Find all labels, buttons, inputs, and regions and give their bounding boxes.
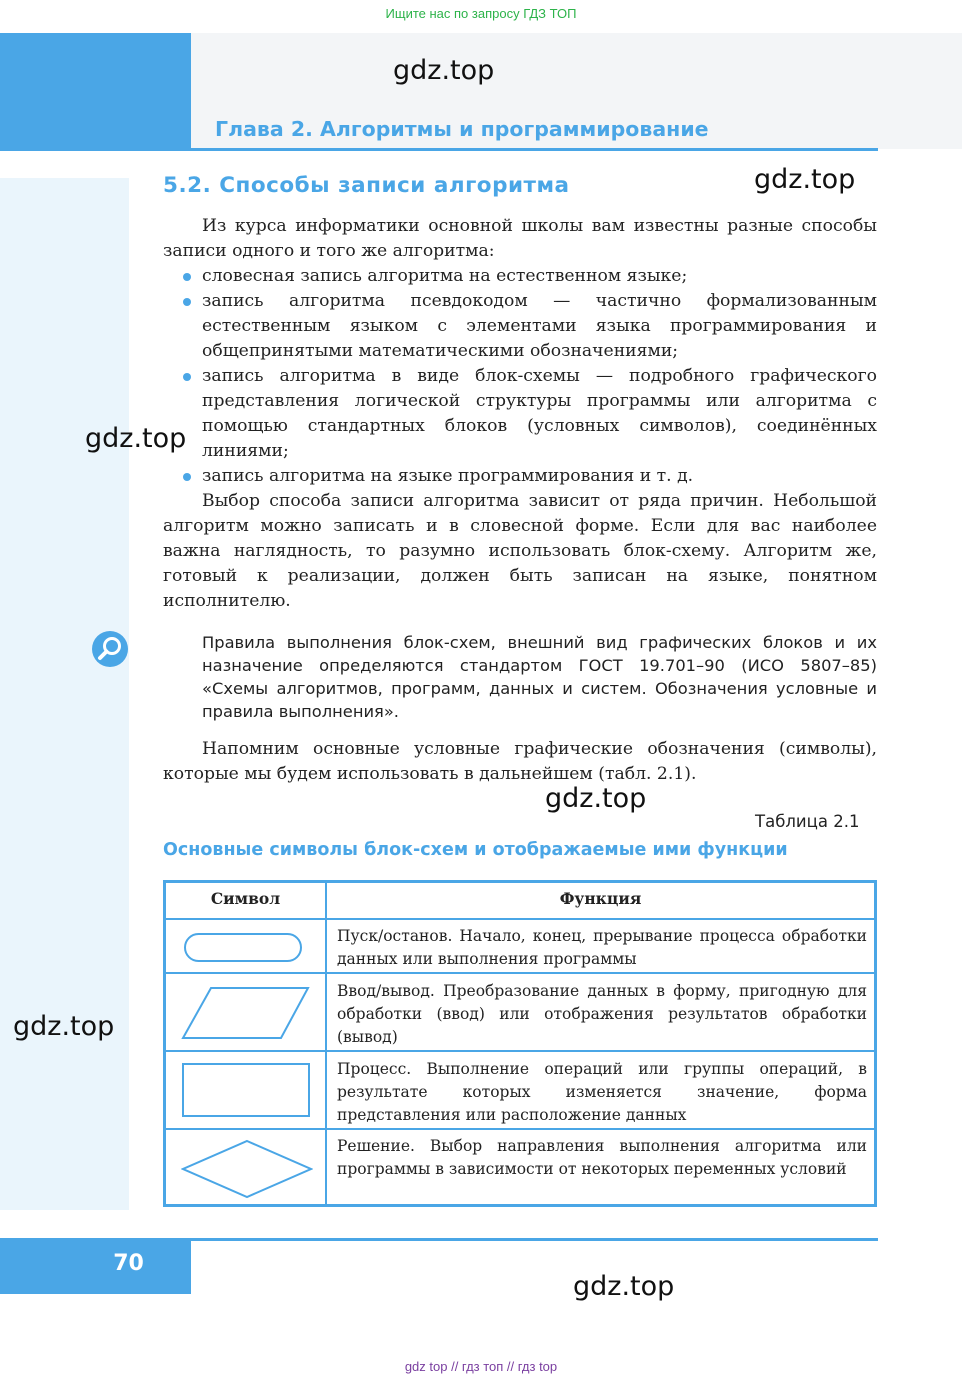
process-rectangle-symbol [182, 1063, 312, 1119]
list-item-text: запись алгоритма в виде блок-схемы — подробного графического представления логической структуры программы или алгоритма с помощью стандартных блоков (условных символов), соединённых линиями; [202, 366, 877, 461]
list-item [163, 364, 877, 464]
list-item-text: запись алгоритма псевдокодом — частично формализованным естественным языком с элементами языка программирования и общепринятыми математическими обозначениями; [202, 291, 877, 361]
remind-text: Напомним основные условные графические обозначения (символы), которые мы будем использовать в дальнейшем (табл. 2.1). [163, 739, 877, 784]
watermark: gdz.top [13, 1011, 115, 1042]
footer-rule [191, 1238, 878, 1241]
header-function: Функция [559, 889, 642, 908]
row-divider [166, 1128, 874, 1130]
bullet-icon [183, 373, 191, 381]
function-cell: Процесс. Выполнение операций или группы операций, в результате которых изменяется значение, форма представления или расположение данных [337, 1060, 867, 1124]
watermark: gdz.top [85, 423, 187, 454]
parallelogram-symbol [181, 986, 311, 1040]
list-item [163, 264, 877, 289]
intro-paragraph: Из курса информатики основной школы вам известны разные способы записи одного и того же алгоритма: [163, 216, 877, 261]
watermark: gdz.top [754, 164, 856, 195]
function-cell: Пуск/останов. Начало, конец, прерывание процесса обработки данных или выполнения программы [337, 927, 867, 968]
chapter-title: Глава 2. Алгоритмы и программирование [215, 117, 709, 141]
decision-diamond-symbol [181, 1139, 313, 1199]
bullet-icon [183, 273, 191, 281]
bullet-icon [183, 298, 191, 306]
methods-list [163, 264, 877, 489]
side-margin-panel [0, 178, 129, 1210]
function-cell: Ввод/вывод. Преобразование данных в форму, пригодную для обработки (ввод) или отображения результатов обработки (вывод) [337, 982, 867, 1046]
standard-note: Правила выполнения блок-схем, внешний вид графических блоков и их назначение определяются стандартом ГОСТ 19.701–90 (ИСО 5807–85) «Схемы алгоритмов, программ, данных и систем. Обозначения условные и правила выполнения». [202, 633, 877, 721]
page-number: 70 [113, 1251, 144, 1276]
top-search-note: Ищите нас по запросу ГДЗ ТОП [385, 6, 577, 21]
list-item [163, 289, 877, 364]
header-symbol: Символ [210, 889, 281, 908]
function-cell: Решение. Выбор направления выполнения алгоритма или программы в зависимости от некоторых переменных условий [337, 1137, 867, 1178]
row-divider [166, 918, 874, 920]
remind-paragraph [163, 737, 877, 787]
column-divider [325, 883, 327, 1204]
list-item [163, 464, 877, 489]
list-item-text: запись алгоритма на языке программирования и т. д. [202, 466, 694, 486]
magnifier-icon [92, 631, 128, 667]
watermark: gdz.top [573, 1271, 675, 1302]
table-title: Основные символы блок-схем и отображаемые ими функции [163, 840, 788, 860]
row-divider [166, 1050, 874, 1052]
terminator-symbol [184, 933, 304, 963]
bullet-icon [183, 473, 191, 481]
table-label: Таблица 2.1 [755, 812, 860, 831]
row-divider [166, 972, 874, 974]
choice-paragraph: Выбор способа записи алгоритма зависит от ряда причин. Небольшой алгоритм можно записать и в словесной форме. Если для вас наиболее важна наглядность, то разумно использовать блок-схему. Алгоритм же, готовый к реализации, должен быть записан на языке, понятном исполнителю. [163, 491, 877, 611]
bottom-note: gdz top // гдз топ // гдз top [404, 1359, 558, 1374]
watermark: gdz.top [545, 783, 647, 814]
section-title: 5.2. Способы записи алгоритма [163, 173, 570, 198]
header-color-block [0, 33, 191, 149]
header-rule [0, 148, 878, 151]
watermark: gdz.top [393, 55, 495, 86]
symbols-table [163, 880, 877, 1207]
main-text [163, 214, 877, 614]
list-item-text: словесная запись алгоритма на естественном языке; [202, 266, 688, 286]
